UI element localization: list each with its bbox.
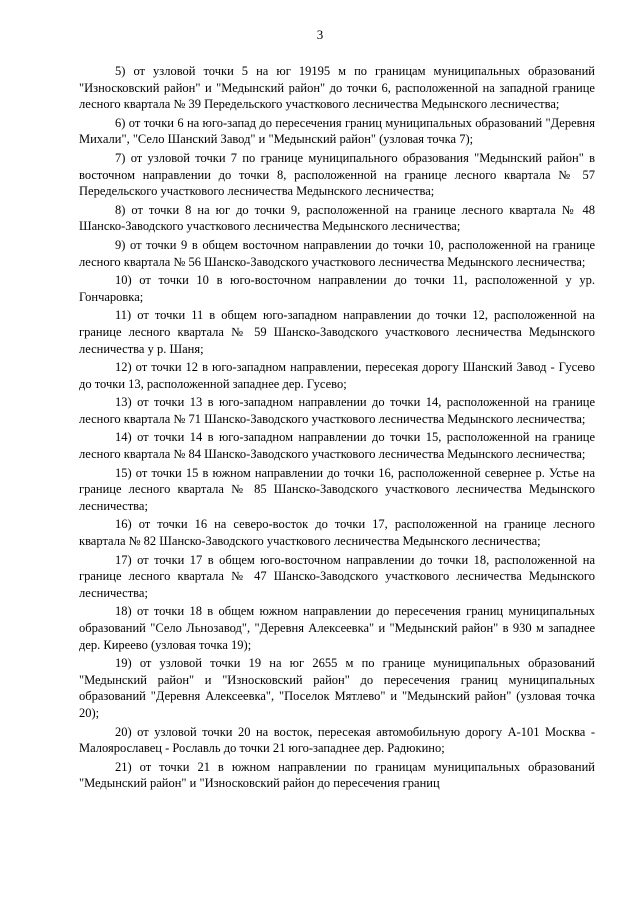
clause-7: 7) от узловой точки 7 по границе муниципального образования "Медынский район" в восточном направлении до точки 8, расположенной на границе лесного квартала № 57 Передельского участкового лесничества Медынского лесничества; — [79, 150, 595, 199]
clause-12: 12) от точки 12 в юго-западном направлении, пересекая дорогу Шанский Завод - Гусево до точки 13, расположенной западнее дер. Гусево; — [79, 360, 595, 391]
clause-19: 19) от узловой точки 19 на юг 2655 м по границе муниципальных образований "Медынский район" и "Износковский район" до пересечения границ муниципальных образований "Деревня Алексеевка", "Поселок Мятлево" и "Медынский район" (узловая точка 20); — [79, 656, 595, 720]
clause-20: 20) от узловой точки 20 на восток, пересекая автомобильную дорогу А-101 Москва - Малоярославец - Рославль до точки 21 юго-западнее дер. Радюкино; — [79, 724, 595, 756]
clause-16: 16) от точки 16 на северо-восток до точки 17, расположенной на границе лесного квартала № 82 Шанско-Заводского участкового лесничества Медынского лесничества; — [79, 517, 595, 549]
clause-17: 17) от точки 17 в общем юго-восточном направлении до точки 18, расположенной на границе лесного квартала № 47 Шанско-Заводского участкового лесничества Медынского лесничества; — [79, 552, 595, 600]
clause-11: 11) от точки 11 в общем юго-западном направлении до точки 12, расположенной на границе лесного квартала № 59 Шанско-Заводского участкового лесничества Медынского лесничества у р. Шаня; — [79, 308, 595, 356]
clause-9: 9) от точки 9 в общем восточном направлении до точки 10, расположенной на границе лесного квартала № 56 Шанско-Заводского участкового лесничества Медынского лесничества; — [79, 237, 595, 269]
clause-15: 15) от точки 15 в южном направлении до точки 16, расположенной севернее р. Устье на границе лесного квартала № 85 Шанско-Заводского участкового лесничества Медынского лесничества; — [79, 465, 595, 513]
clause-8: 8) от точки 8 на юг до точки 9, расположенной на границе лесного квартала № 48 Шанско-Заводского участкового лесничества Медынского лесничества; — [79, 202, 595, 234]
clause-21: 21) от точки 21 в южном направлении по границам муниципальных образований "Медынский район" и "Износковский район до пересечения границ — [79, 759, 595, 791]
clause-5: 5) от узловой точки 5 на юг 19195 м по границам муниципальных образований "Износковский район" и "Медынский район" до точки 6, расположенной на западной границе лесного квартала № 39 Передельского участкового лесничества Медынского лесничества; — [79, 64, 595, 112]
clause-10: 10) от точки 10 в юго-восточном направлении до точки 11, расположенной у ур. Гончаровка; — [79, 273, 595, 304]
page-number: 3 — [316, 27, 324, 42]
clause-13: 13) от точки 13 в юго-западном направлении до точки 14, расположенной на границе лесного квартала № 71 Шанско-Заводского участкового лесничества Медынского лесничества; — [79, 395, 595, 426]
clause-6: 6) от точки 6 на юго-запад до пересечения границ муниципальных образований "Деревня Михали", "Село Шанский Завод" и "Медынский район" (узловая точка 7); — [79, 115, 595, 147]
clause-14: 14) от точки 14 в юго-западном направлении до точки 15, расположенной на границе лесного квартала № 84 Шанско-Заводского участкового лесничества Медынского лесничества; — [79, 430, 595, 462]
document-body — [79, 63, 595, 794]
clause-18: 18) от точки 18 в общем южном направлении до пересечения границ муниципальных образований "Село Льнозавод", "Деревня Алексеевка" и "Медынский район" в 930 м западнее дер. Киреево (узловая точка 19); — [79, 604, 595, 652]
